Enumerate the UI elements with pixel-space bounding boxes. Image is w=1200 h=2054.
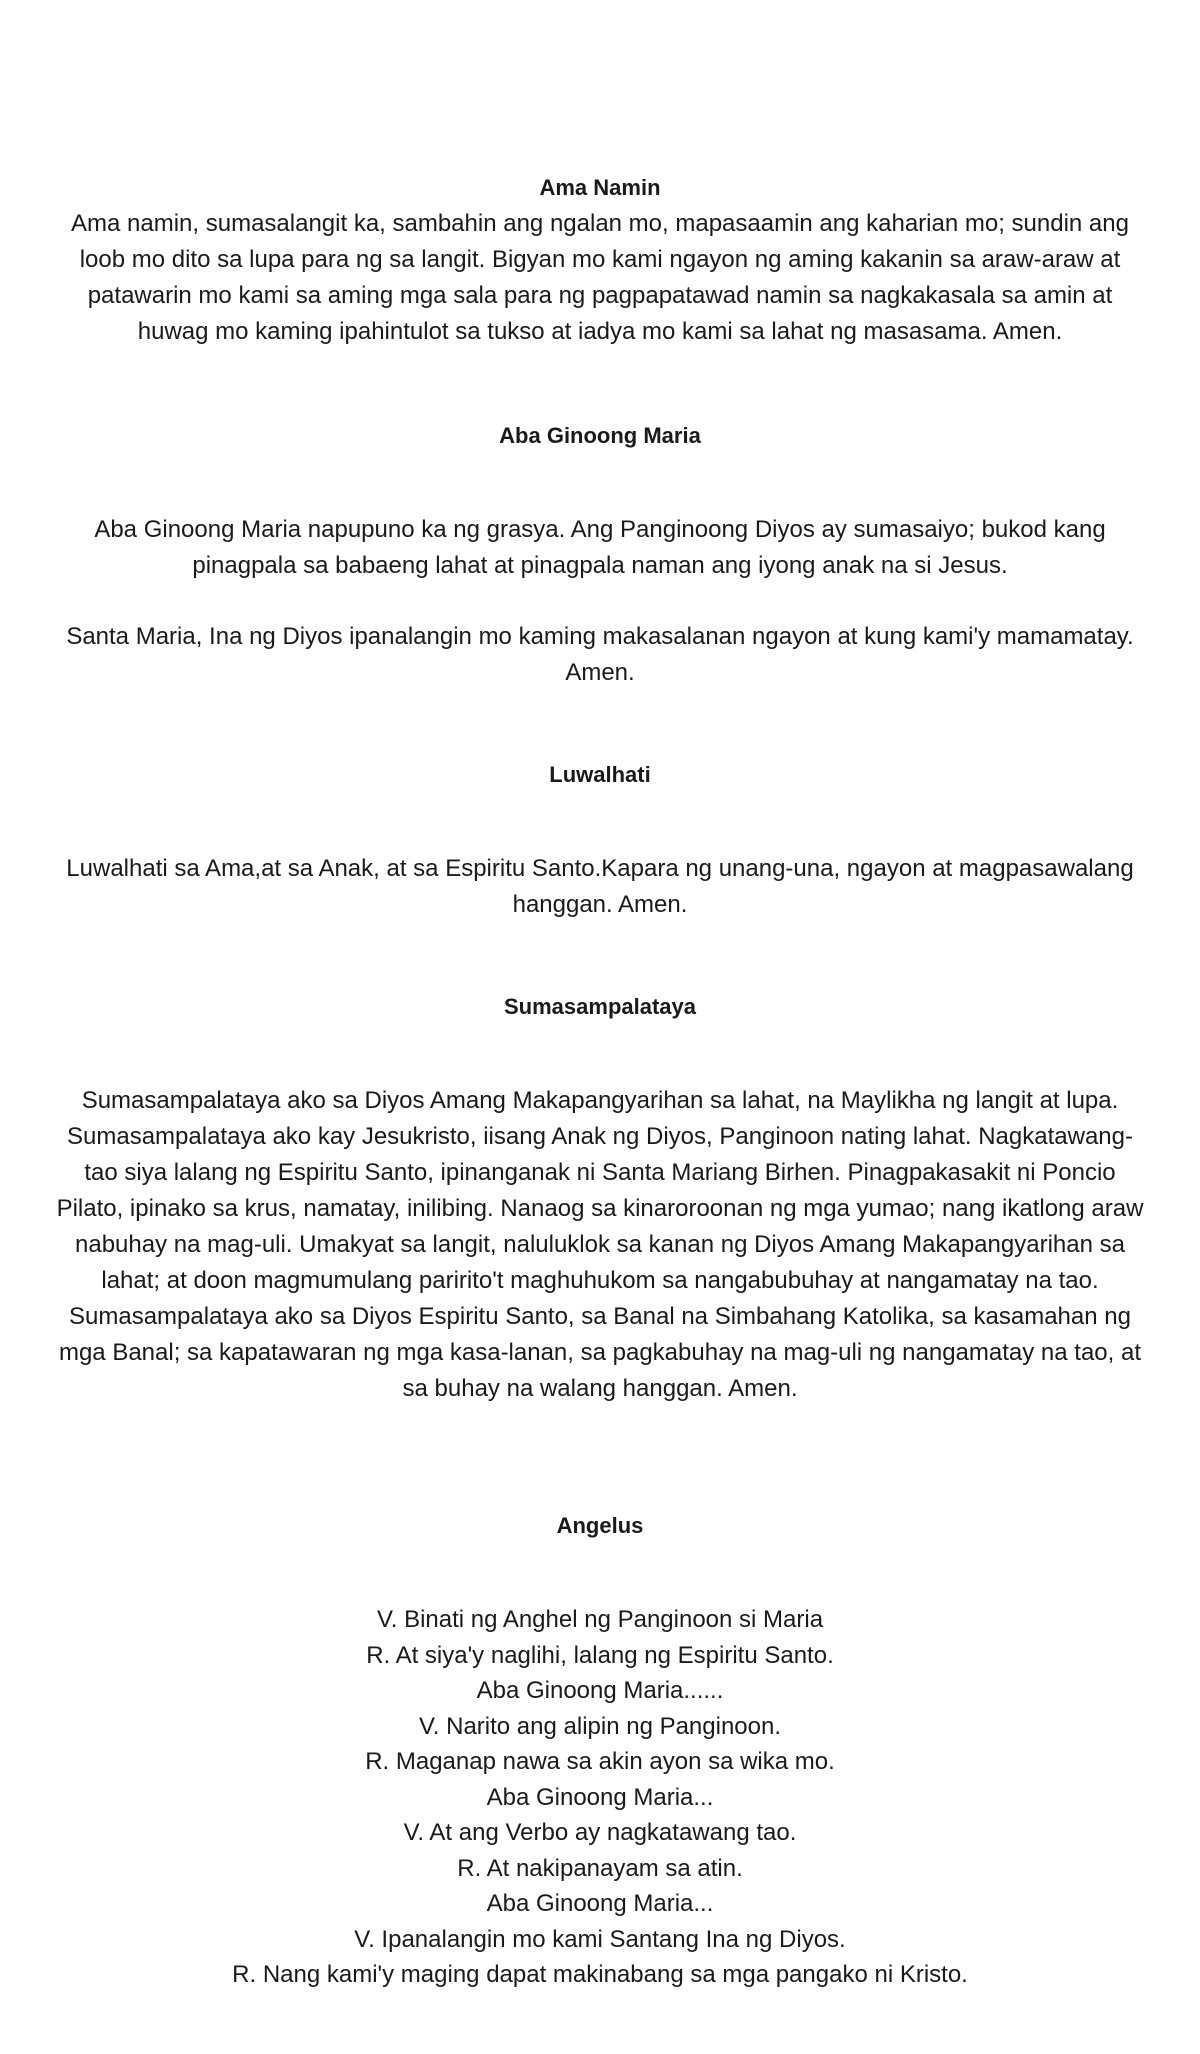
prayer-aba-ginoong-maria	[55, 418, 1145, 691]
prayer-angelus	[55, 1508, 1145, 1993]
prayer-title: Sumasampalataya	[504, 994, 696, 1019]
prayer-title: Angelus	[556, 1513, 644, 1538]
angelus-line: R. At siya'y naglihi, lalang ng Espiritu Santo.	[366, 1641, 834, 1669]
prayer-sumasampalataya	[55, 989, 1145, 1407]
angelus-line: Aba Ginoong Maria......	[476, 1677, 724, 1704]
angelus-line: R. At nakipanayam sa atin.	[457, 1854, 743, 1882]
prayer-title: Luwalhati	[549, 762, 651, 787]
prayer-luwalhati	[55, 757, 1145, 923]
prayer-text: Sumasampalataya ako sa Diyos Amang Makapangyarihan sa lahat, na Maylikha ng langit at lupa. Sumasampalataya ako kay Jesukristo, iisang Anak ng Diyos, Panginoon nating lahat. Nagkatawang-tao siya lalang ng Espiritu Santo, ipinanganak ni Santa Mariang Birhen. Pinagpakasakit ni Poncio Pilato, ipinako sa krus, namatay, inilibing. Nanaog sa kinaroroonan ng mga yumao; nang ikatlong araw nabuhay na mag-uli. Umakyat sa langit, naluluklok sa kanan ng Diyos Amang Makapangyarihan sa lahat; at doon magmumulang paririto't maghuhukom sa nangabubuhay at nangamatay na tao. Sumasampalataya ako sa Diyos Espiritu Santo, sa Banal na Simbahang Katolika, sa kasamahan ng mga Banal; sa kapatawaran ng mga kasa-lanan, sa pagkabuhay na mag-uli ng nangamatay na tao, at sa buhay na walang hanggan. Amen.	[56, 1087, 1144, 1402]
prayer-text: Luwalhati sa Ama,at sa Anak, at sa Espiritu Santo.Kapara ng unang-una, ngayon at magpasawalang hanggan. Amen.	[66, 855, 1134, 918]
prayer-title: Ama Namin	[539, 175, 661, 200]
prayer-text: Aba Ginoong Maria napupuno ka ng grasya. Ang Panginoong Diyos ay sumasaiyo; bukod kang pinagpala sa babaeng lahat at pinagpala naman ang iyong anak na si Jesus.	[94, 516, 1106, 579]
angelus-line: R. Maganap nawa sa akin ayon sa wika mo.	[365, 1748, 835, 1775]
angelus-line: R. Nang kami'y maging dapat makinabang sa mga pangako ni Kristo.	[232, 1961, 968, 1988]
prayer-text: Santa Maria, Ina ng Diyos ipanalangin mo kaming makasalanan ngayon at kung kami'y mamamatay. Amen.	[66, 623, 1134, 686]
angelus-line: V. Binati ng Anghel ng Panginoon si Maria	[376, 1606, 824, 1633]
prayer-title: Aba Ginoong Maria	[499, 423, 701, 448]
angelus-line: Aba Ginoong Maria...	[486, 1890, 714, 1917]
angelus-line: V. At ang Verbo ay nagkatawang tao.	[403, 1819, 797, 1846]
angelus-line: V. Narito ang alipin ng Panginoon.	[418, 1712, 782, 1740]
angelus-lines	[55, 1602, 1145, 1993]
angelus-line: V. Ipanalangin mo kami Santang Ina ng Diyos.	[354, 1925, 846, 1953]
prayer-ama-namin	[55, 170, 1145, 350]
angelus-line: Aba Ginoong Maria...	[486, 1783, 714, 1811]
prayer-text: Ama namin, sumasalangit ka, sambahin ang ngalan mo, mapasaamin ang kaharian mo; sundin ang loob mo dito sa lupa para ng sa langit. Bigyan mo kami ngayon ng aming kakanin sa araw-araw at patawarin mo kami sa aming mga sala para ng pagpapatawad namin sa nagkakasala sa amin at huwag mo kaming ipahintulot sa tukso at iadya mo kami sa lahat ng masasama. Amen.	[71, 210, 1129, 345]
